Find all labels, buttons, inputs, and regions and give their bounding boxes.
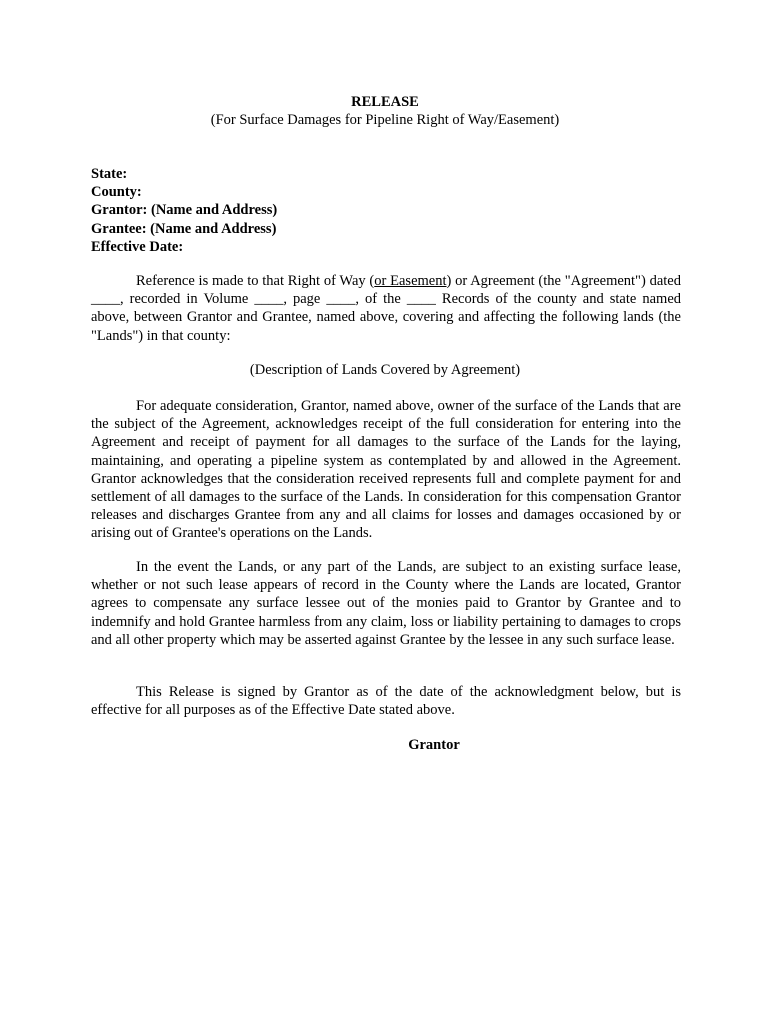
county-field: County: bbox=[91, 184, 142, 201]
header-fields bbox=[91, 165, 277, 256]
grantee-field: Grantee: (Name and Address) bbox=[91, 220, 277, 237]
reference-paragraph bbox=[91, 272, 681, 345]
surface-lease-paragraph: In the event the Lands, or any part of the Lands, are subject to an existing surface lease, whether or not such lease appears of record in the County where the Lands are located, Grantor agrees to compensate any surface lessee out of the monies paid to Grantor by Grantee and to indemnify and hold Grantee harmless from any claim, loss or liability pertaining to damages to crops and all other property which may be asserted against Grantee by the lessee in any such surface lease. bbox=[91, 559, 681, 648]
grantor-signature-label: Grantor bbox=[408, 737, 460, 753]
lands-description-placeholder: (Description of Lands Covered by Agreement) bbox=[249, 362, 521, 378]
consideration-paragraph: For adequate consideration, Grantor, named above, owner of the surface of the Lands that are the subject of the Agreement, acknowledges receipt of the full consideration for entering into the Agreement and receipt of payment for all damages to the surface of the Lands for the laying, maintaining, and operating a pipeline system as contemplated by and allowed in the Agreement. Grantor acknowledges that the consideration received represents full and complete payment for and settlement of all damages to the surface of the Lands. In consideration for this compensation Grantor releases and discharges Grantee from any and all claims for losses and damages occasioned by or arising out of Grantee's operations on the Lands. bbox=[91, 398, 681, 542]
document-title: RELEASE bbox=[351, 94, 419, 110]
signature-paragraph: This Release is signed by Grantor as of the date of the acknowledgment below, but is effective for all purposes as of the Effective Date stated above. bbox=[91, 684, 681, 719]
document-subtitle: (For Surface Damages for Pipeline Right of Way/Easement) bbox=[210, 112, 560, 128]
reference-text-end: ) or Agreement (the "Agreement") dated ____, recorded in Volume ____, page ____, of the ____ Records of the county and state named above, between Grantor and Grantee, named above, covering and affecting the following lands (the "Lands") in that county: bbox=[91, 273, 681, 344]
grantor-field: Grantor: (Name and Address) bbox=[91, 202, 278, 219]
state-field: State: bbox=[91, 166, 128, 182]
reference-text-start: Reference is made to that Right of Way ( bbox=[136, 273, 375, 289]
effective-date-field: Effective Date: bbox=[91, 238, 184, 255]
easement-underlined-text: or Easement bbox=[374, 273, 447, 289]
